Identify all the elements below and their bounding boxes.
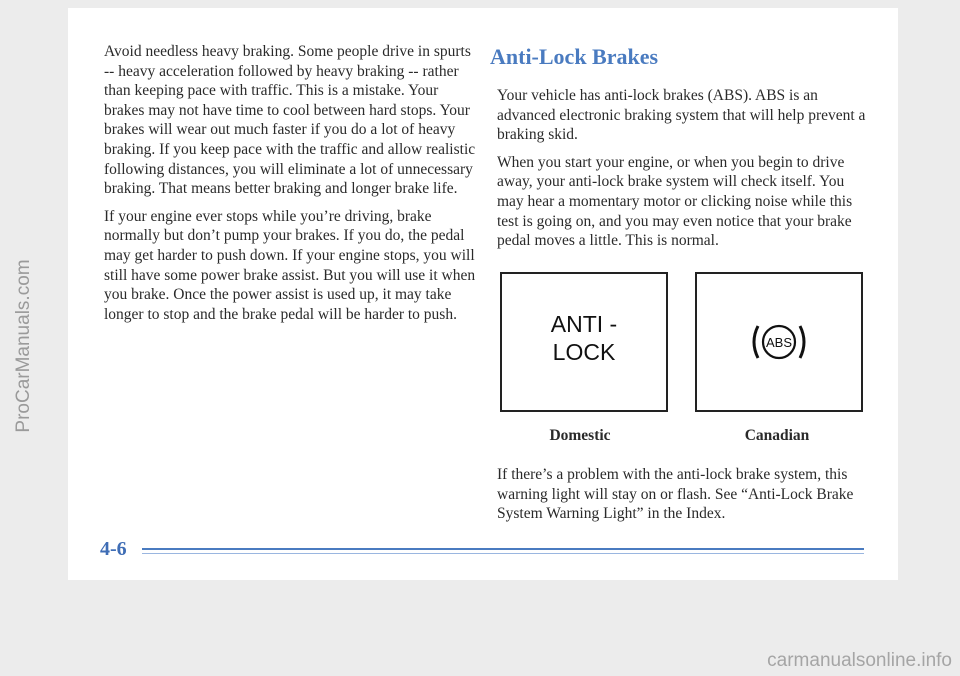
left-column [104, 42, 476, 332]
page-number: 4-6 [100, 538, 127, 560]
footer-rule [142, 548, 864, 550]
side-watermark: ProCarManuals.com [13, 259, 34, 433]
paragraph-abs-self-check: When you start your engine, or when you begin to drive away, your anti-lock brake system will check itself. You may hear a momentary motor or clicking noise while this test is going on, and you may even notice that your brake pedal moves a little. This is normal. [497, 153, 853, 250]
abs-symbol-text: ABS [765, 335, 793, 350]
paragraph-engine-stops: If your engine ever stops while you’re driving, brake normally but don’t pump your brakes. If you do, the pedal may get harder to push down. If your engine stops, you will still have some power brake assist. But you will use it when you brake. Once the power assist is used up, it may take longer to stop and the brake pedal will be harder to push. [104, 207, 476, 323]
canadian-warning-light [695, 272, 863, 412]
anti-lock-line2: LOCK [552, 339, 616, 365]
domestic-warning-light [500, 272, 668, 412]
caption-domestic: Domestic [549, 427, 611, 444]
caption-canadian: Canadian [744, 427, 810, 444]
right-column [490, 44, 869, 259]
bottom-watermark: carmanualsonline.info [767, 650, 952, 671]
abs-warning-icon [744, 314, 814, 370]
anti-lock-line1: ANTI - [550, 311, 618, 337]
anti-lock-label [502, 310, 666, 366]
paragraph-abs-intro: Your vehicle has anti-lock brakes (ABS). ABS is an advanced electronic braking system that will help prevent a braking skid. [497, 87, 866, 144]
footer-rule-thin [142, 553, 864, 554]
section-heading: Anti-Lock Brakes [490, 44, 659, 69]
paragraph-heavy-braking: Avoid needless heavy braking. Some people drive in spurts -- heavy acceleration followed by heavy braking -- rather than keeping pace with traffic. This is a mistake. Your brakes may not have time to cool between hard stops. Your brakes will wear out much faster if you do a lot of heavy braking. If you keep pace with the traffic and allow realistic following distances, you will eliminate a lot of unnecessary braking. That means better braking and longer brake life. [104, 43, 476, 198]
paragraph-warning-light: If there’s a problem with the anti-lock brake system, this warning light will stay on or flash. See “Anti-Lock Brake System Warning Light” in the Index. [497, 466, 854, 523]
